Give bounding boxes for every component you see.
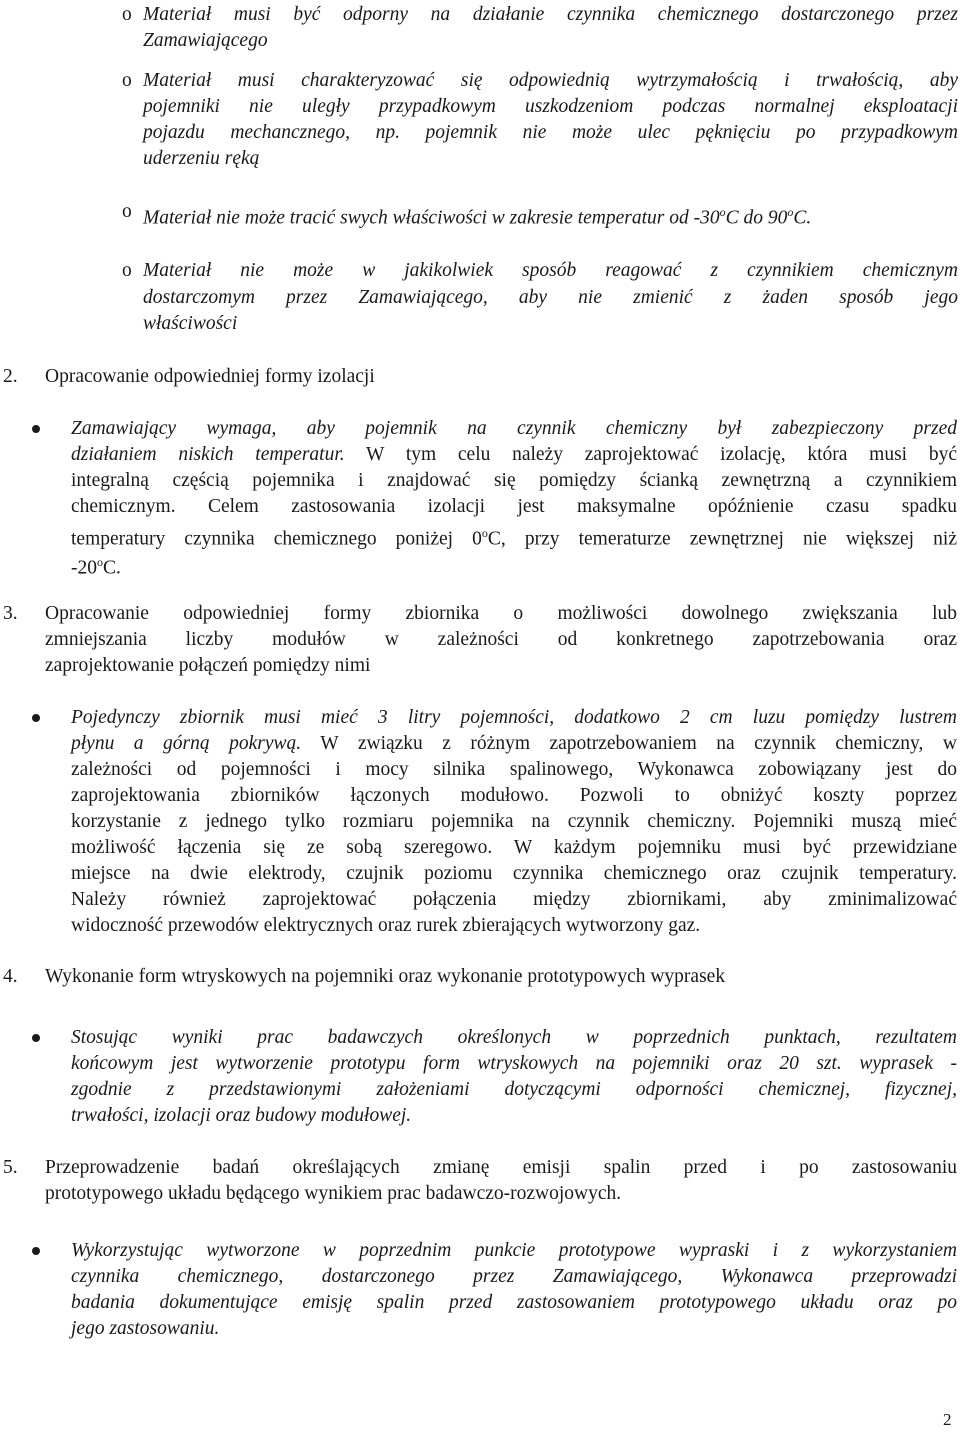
- bullet-marker: o: [122, 70, 132, 91]
- text-line: zgodnie z przedstawionymi założeniami dotyczącymi odporności chemicznej, fizycznej,: [71, 1079, 957, 1100]
- bullet-dot: [32, 1247, 40, 1255]
- text-line: Materiał musi charakteryzować się odpowiednią wytrzymałością i trwałością, aby: [143, 70, 958, 91]
- text-line: Należy również zaprojektować połączenia między zbiornikami, aby zminimalizować: [71, 889, 957, 910]
- bullet-marker: o: [122, 4, 132, 25]
- text-line: chemicznym. Celem zastosowania izolacji jest maksymalne opóźnienie czasu spadku: [71, 496, 957, 517]
- text-line: czynnika chemicznego, dostarczonego przez Zamawiającego, Wykonawca przeprowadzi: [71, 1266, 957, 1287]
- page-number: 2: [943, 1410, 952, 1429]
- text-line: integralną częścią pojemnika i znajdować się pomiędzy ścianką zewnętrzną a czynnikiem: [71, 470, 957, 491]
- text-line: -20$^o$C.: [71, 555, 121, 579]
- text-line: Materiał nie może tracić swych właściwości w zakresie temperatur od -30$^o$C do 90$^o$C.: [143, 205, 812, 229]
- text-line: widoczność przewodów elektrycznych oraz rurek zbierających wytworzony gaz.: [71, 915, 701, 936]
- section-number: 5.: [3, 1157, 18, 1178]
- bullet-dot: [32, 425, 40, 433]
- text-line: zależności od pojemności i mocy silnika spalinowego, Wykonawca zobowiązany jest do: [71, 759, 957, 780]
- section-heading: Wykonanie form wtryskowych na pojemniki oraz wykonanie prototypowych wyprasek: [45, 966, 726, 987]
- bullet-dot: [32, 1034, 40, 1042]
- text-line: zaprojektowania zbiorników łączonych modułowo. Pozwoli to obniżyć koszty poprzez: [71, 785, 957, 806]
- text-line: Materiał musi być odporny na działanie czynnika chemicznego dostarczonego przez: [143, 4, 958, 25]
- text-line: płynu a górną pokrywą. W związku z różnym zapotrzebowaniem na czynnik chemiczny, w: [71, 733, 957, 754]
- text-line: Zamawiający wymaga, aby pojemnik na czynnik chemiczny był zabezpieczony przed: [71, 418, 957, 439]
- text-line: możliwość łączenia się ze sobą szeregowo. W każdym pojemniku musi być przewidziane: [71, 837, 957, 858]
- section-heading: Opracowanie odpowiedniej formy izolacji: [45, 366, 375, 387]
- section-number: 3.: [3, 603, 18, 624]
- section-heading: zaprojektowanie połączeń pomiędzy nimi: [45, 655, 371, 676]
- bullet-dot: [32, 714, 40, 722]
- text-line: działaniem niskich temperatur. W tym celu należy zaprojektować izolację, która musi być: [71, 444, 957, 465]
- section-heading: zmniejszania liczby modułów w zależności od konkretnego zapotrzebowania oraz: [45, 629, 957, 650]
- text-line: pojazdu mechancznego, np. pojemnik nie może ulec pęknięciu po przypadkowym: [143, 122, 958, 143]
- text-line: dostarczomym przez Zamawiającego, aby nie zmienić z żaden sposób jego: [143, 287, 958, 308]
- text-line: Wykorzystując wytworzone w poprzednim punkcie prototypowe wypraski i z wykorzystaniem: [71, 1240, 957, 1261]
- text-line: Zamawiającego: [143, 30, 268, 51]
- text-line: badania dokumentujące emisję spalin przed zastosowaniem prototypowego układu oraz po: [71, 1292, 957, 1313]
- text-line: Materiał nie może w jakikolwiek sposób reagować z czynnikiem chemicznym: [143, 260, 958, 281]
- section-heading: Opracowanie odpowiedniej formy zbiornika o możliwości dowolnego zwiększania lub: [45, 603, 957, 624]
- text-line: uderzeniu ręką: [143, 148, 260, 169]
- section-number: 2.: [3, 366, 18, 387]
- text-line: trwałości, izolacji oraz budowy modułowej.: [71, 1105, 412, 1126]
- text-line: Pojedynczy zbiornik musi mieć 3 litry pojemności, dodatkowo 2 cm luzu pomiędzy lustrem: [71, 707, 957, 728]
- text-line: korzystanie z jednego tylko rozmiaru pojemnika na czynnik chemiczny. Pojemniki muszą mieć: [71, 811, 957, 832]
- bullet-marker: o: [122, 260, 132, 281]
- text-line: końcowym jest wytworzenie prototypu form wtryskowych na pojemniki oraz 20 szt. wyprasek -: [71, 1053, 957, 1074]
- text-line: miejsce na dwie elektrody, czujnik poziomu czynnika chemicznego oraz czujnik temperatury.: [71, 863, 957, 884]
- text-line: pojemniki nie uległy przypadkowym uszkodzeniom podczas normalnej eksploatacji: [143, 96, 958, 117]
- text-line: temperatury czynnika chemicznego poniżej 0$^o$C, przy temeraturze zewnętrznej nie większej niż: [71, 526, 957, 550]
- text-line: Stosując wyniki prac badawczych określonych w poprzednich punktach, rezultatem: [71, 1027, 957, 1048]
- section-number: 4.: [3, 966, 18, 987]
- section-heading: prototypowego układu będącego wynikiem prac badawczo-rozwojowych.: [45, 1183, 622, 1204]
- section-heading: Przeprowadzenie badań określających zmianę emisji spalin przed i po zastosowaniu: [45, 1157, 957, 1178]
- text-line: właściwości: [143, 313, 238, 334]
- text-line: jego zastosowaniu.: [71, 1318, 220, 1339]
- bullet-marker: o: [122, 201, 132, 222]
